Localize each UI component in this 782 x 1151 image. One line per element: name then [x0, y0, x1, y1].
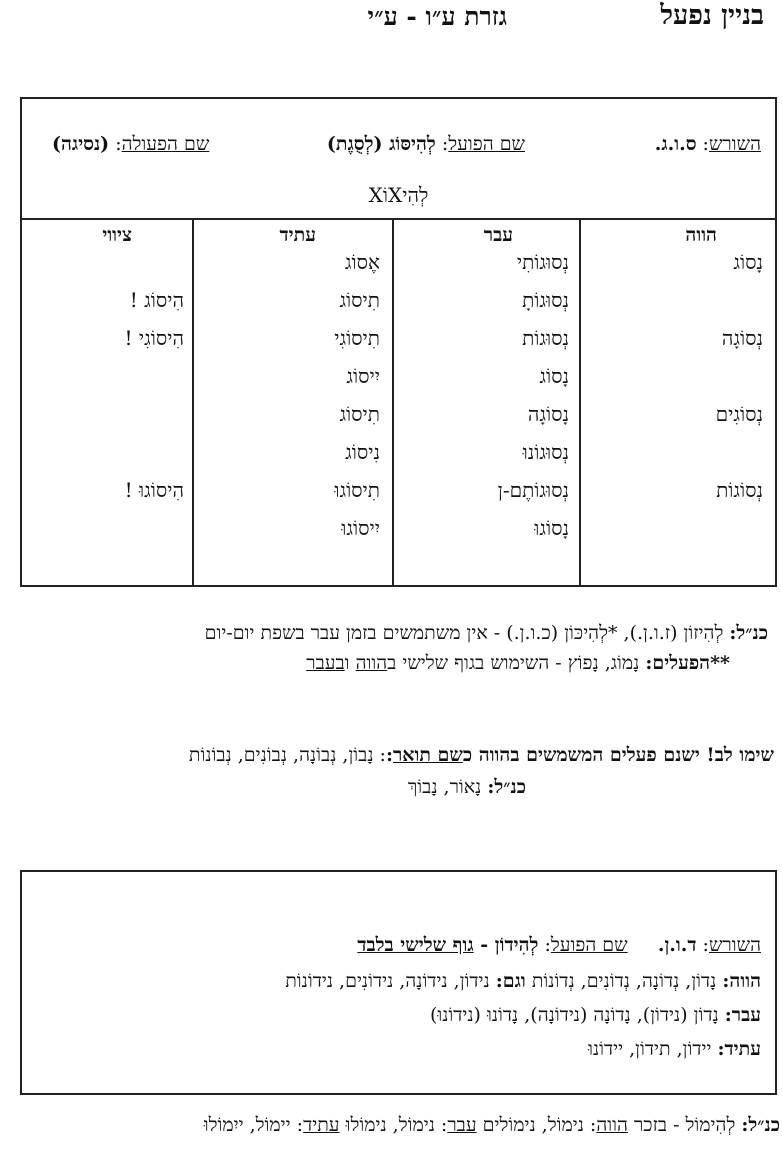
root-value: ס.ו.ג.: [654, 133, 697, 155]
box2-future-line: עתיד: יידוֹן, תידוֹן, יידוֹנוּ: [588, 1038, 761, 1060]
box2-present-line: הווה: נָדוֹן, נְדוֹנָה, נְדוֹנִים, נְדוֹנוֹת וגם: נידוֹן, נידוֹנָה, נידוֹנִים, נידוֹנוֹת: [285, 970, 761, 992]
infinitive-pattern: לְהִיXוֹX: [368, 183, 429, 207]
column-header: עתיד: [279, 224, 316, 246]
note-similar-verbs: כנ״ל: לְהִיזוֹן (ז.ו.ן.), *לְהִיכּוֹן (כ.ו.ן.) - אין משתמשים בזמן עבר בשפת יום-יום: [204, 622, 768, 644]
column-header: ציווי: [102, 224, 132, 246]
infinitive-value: לְהִיסּוֹג (לְסֻגֶת): [326, 133, 436, 155]
page-subtitle: גזרת ע״ו - ע״י: [367, 2, 507, 31]
column-future: [192, 218, 394, 585]
column-past: [392, 218, 581, 585]
conjugation-cell: יִיסוֹגוּ: [341, 516, 380, 540]
conjugation-header: [22, 99, 775, 220]
column-header: עבר: [483, 224, 513, 246]
conjugation-box: [20, 97, 777, 587]
conjugation-cell: נְסוֹגוֹת: [716, 478, 763, 502]
conjugation-cell: תִיסוֹג: [339, 288, 380, 312]
third-person-box: [20, 870, 777, 1095]
conjugation-cell: נָסוֹג: [539, 364, 569, 388]
box2-past-line: עבר: נָדוֹן (נידוֹן), נָדוֹנָה (נידוֹנָה), נָדוֹנוּ (נידוֹנוּ): [429, 1004, 761, 1026]
root-info: השורש: ס.ו.ג.: [654, 133, 761, 155]
conjugation-cell: יִיסוֹג: [346, 364, 380, 388]
conjugation-table: [22, 218, 775, 585]
box2-root-line: השורש: ד.ו.ן. שם הפועל: לְהִידוֹן - גוף שלישי בלבד: [357, 934, 761, 956]
infinitive-label: שם הפועל: [448, 133, 525, 155]
conjugation-cell: הִיסוֹג !: [129, 288, 184, 312]
note-adjectives-similar: כנ״ל: נָאוֹר, נָבוֹךְ: [407, 776, 526, 798]
verbal-noun-label: שם הפעולה: [121, 133, 210, 155]
verbal-noun-info: שם הפעולה: (נסיגה): [52, 133, 210, 155]
conjugation-cell: הִיסוֹגוּ !: [124, 478, 184, 502]
conjugation-cell: נָסוֹגָה: [527, 402, 569, 426]
conjugation-cell: נְסוּגוֹתָ: [522, 288, 569, 312]
conjugation-cell: נָסוֹג: [733, 250, 763, 274]
conjugation-cell: נְסוּגוֹתֶם-ן: [497, 478, 569, 502]
conjugation-cell: אֶסוֹג: [344, 250, 380, 274]
restriction-note: גוף שלישי בלבד: [357, 934, 474, 956]
note-adjectives: שימו לב! ישנם פעלים המשמשים בהווה כשם תואר:: נָבוֹן, נְבוֹנָה, נְבוֹנִים, נְבוֹנוֹת: [188, 744, 774, 766]
conjugation-cell: נְסוֹגָה: [721, 326, 763, 350]
conjugation-cell: נְסוּגוֹת: [522, 326, 569, 350]
conjugation-cell: נִיסוֹג: [345, 440, 380, 464]
conjugation-cell: נְסוּגוֹנוּ: [522, 440, 569, 464]
infinitive-info: שם הפועל: לְהִיסּוֹג (לְסֻגֶת): [326, 133, 525, 155]
conjugation-cell: הִיסוֹגִי !: [124, 326, 184, 350]
page-title: בניין נפעל: [660, 0, 764, 31]
column-header: הווה: [685, 224, 717, 246]
note-third-person: **הפעלים: נָמוֹג, נָפוֹץ - השימוש בגוף שלישי בהווה ובעבר: [306, 652, 730, 674]
conjugation-cell: תִיסוֹגִי: [334, 326, 380, 350]
column-imperative: [22, 218, 194, 585]
conjugation-cell: נָסוֹגוּ: [534, 516, 569, 540]
root-label: השורש: [708, 133, 761, 155]
column-present: [579, 218, 775, 585]
conjugation-cell: נְסוּגוֹתִי: [516, 250, 569, 274]
conjugation-cell: תִיסוֹג: [339, 402, 380, 426]
verbal-noun-value: (נסיגה): [52, 133, 110, 155]
conjugation-cell: תִיסוֹגוּ: [334, 478, 380, 502]
conjugation-cell: נְסוֹגִים: [715, 402, 763, 426]
note-lehimol: כנ״ל: לְהִימוֹל - בזכר הווה: נימוֹל, נימוֹלים עבר: נימוֹל, נימוֹלוּ עתיד: יימוֹל, ייִמוֹלוּ: [203, 1114, 780, 1136]
